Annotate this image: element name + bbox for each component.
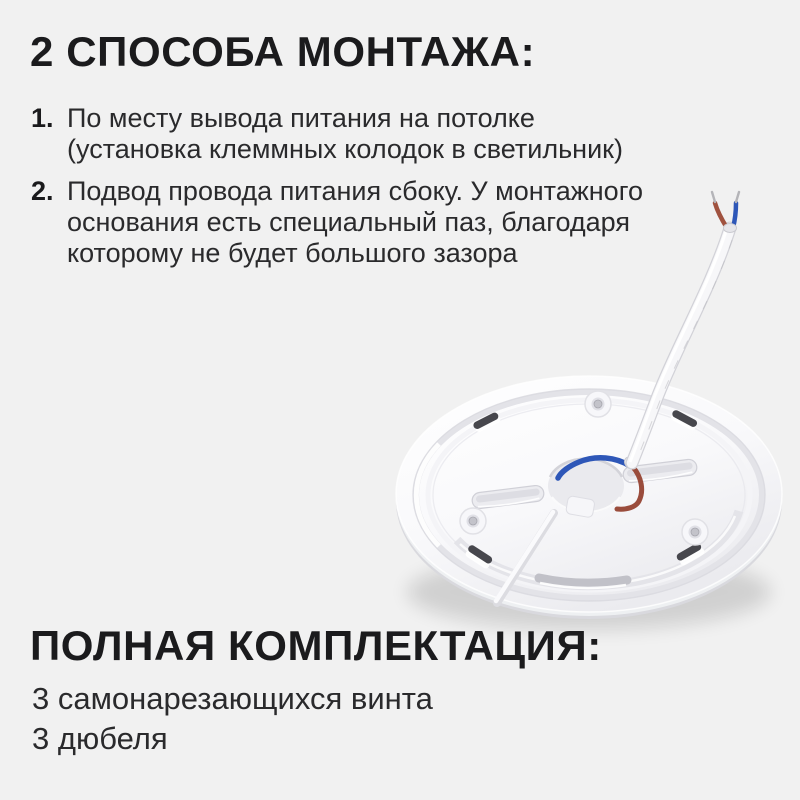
blue-bare-tip <box>736 192 739 202</box>
brown-conductor <box>715 203 727 228</box>
method-item-2 <box>31 176 711 269</box>
method-1-line-1: По месту вывода питания на потолке <box>67 103 535 133</box>
kit-heading: ПОЛНАЯ КОМПЛЕКТАЦИЯ: <box>30 622 602 669</box>
mounting-plate <box>396 376 782 619</box>
method-2-line-2: основания есть специальный паз, благодаря <box>67 207 631 237</box>
brown-bare-tip <box>712 192 715 202</box>
mounting-slot-left <box>471 485 544 510</box>
cable-cut-end <box>622 454 640 471</box>
method-2-number: 2. <box>31 176 54 206</box>
kit-item-dowels: 3 дюбеля <box>32 721 168 756</box>
screw-hole-top <box>585 391 611 417</box>
kit-list <box>32 679 433 759</box>
method-2-line-1: Подвод провода питания сбоку. У монтажного <box>67 176 643 206</box>
screw-hole-left <box>460 508 486 534</box>
method-2-text <box>67 176 711 269</box>
method-1-number: 1. <box>31 103 54 133</box>
brown-wire <box>617 466 642 509</box>
plate-shadow <box>407 554 771 630</box>
method-2-line-3: которому не будет большого зазора <box>67 238 518 268</box>
screw-hole-right <box>682 519 708 545</box>
vent-slit-top-right <box>669 409 698 432</box>
blue-wire <box>558 458 630 478</box>
vent-slit-bottom-right <box>675 542 705 567</box>
center-hole <box>548 459 624 518</box>
stripped-wire-ends <box>712 192 739 233</box>
method-1-line-2: (установка клеммных колодок в светильник) <box>67 134 623 164</box>
kit-item-screws: 3 самонарезающихся винта <box>32 681 433 716</box>
method-item-1 <box>31 103 711 165</box>
method-1-text <box>67 103 711 165</box>
blue-conductor <box>733 203 736 228</box>
rim-grooves <box>413 389 765 601</box>
plate-rib <box>496 512 554 603</box>
vent-slit-top-left <box>472 411 501 433</box>
vent-slit-bottom-left <box>464 544 494 570</box>
page-title: 2 СПОСОБА МОНТАЖА: <box>30 28 536 75</box>
mounting-slot-right <box>622 459 697 484</box>
side-cable-groove <box>457 511 739 588</box>
